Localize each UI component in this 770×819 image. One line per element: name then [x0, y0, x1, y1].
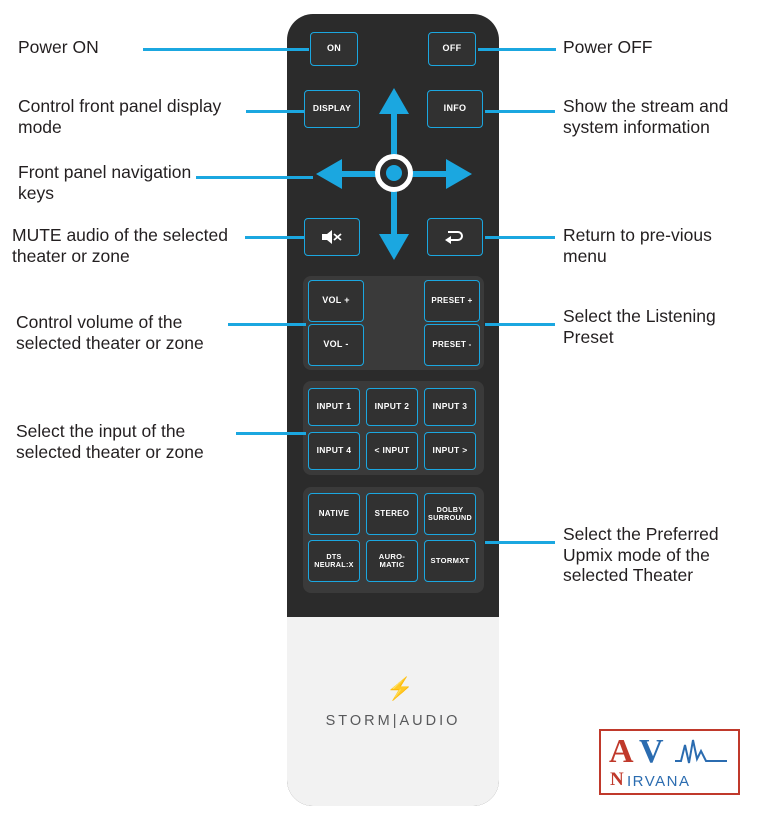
- upmix-dts-neuralx-button[interactable]: DTS NEURAL:X: [308, 540, 360, 582]
- power-on-button[interactable]: ON: [310, 32, 358, 66]
- volume-down-button[interactable]: VOL -: [308, 324, 364, 366]
- input-2-button[interactable]: INPUT 2: [366, 388, 418, 426]
- avnirvana-a: A: [609, 733, 634, 770]
- back-button[interactable]: [427, 218, 483, 256]
- navigation-dpad[interactable]: [355, 88, 433, 260]
- input-4-button[interactable]: INPUT 4: [308, 432, 360, 470]
- leader-line-nav: [196, 176, 313, 179]
- preset-down-button[interactable]: PRESET -: [424, 324, 480, 366]
- callout-preset: Select the Listening Preset: [563, 306, 716, 347]
- arrow-right-icon[interactable]: [446, 159, 472, 189]
- leader-line-power-on: [143, 48, 309, 51]
- arrow-left-icon[interactable]: [316, 159, 342, 189]
- input-1-button[interactable]: INPUT 1: [308, 388, 360, 426]
- volume-up-button[interactable]: VOL +: [308, 280, 364, 322]
- upmix-dolby-surround-button[interactable]: DOLBY SURROUND: [424, 493, 476, 535]
- upmix-stormxt-button[interactable]: STORMXT: [424, 540, 476, 582]
- leader-line-volume: [228, 323, 306, 326]
- mute-button[interactable]: [304, 218, 360, 256]
- callout-back: Return to pre-vious menu: [563, 225, 712, 266]
- callout-display-mode: Control front panel display mode: [18, 96, 222, 137]
- power-off-button[interactable]: OFF: [428, 32, 476, 66]
- leader-line-info: [485, 110, 555, 113]
- leader-line-preset: [485, 323, 555, 326]
- leader-line-power-off: [478, 48, 556, 51]
- callout-info: Show the stream and system information: [563, 96, 729, 137]
- leader-line-back: [485, 236, 555, 239]
- callout-nav-keys: Front panel navigation keys: [18, 162, 192, 203]
- return-arrow-icon: [444, 228, 466, 246]
- input-3-button[interactable]: INPUT 3: [424, 388, 476, 426]
- preset-up-button[interactable]: PRESET +: [424, 280, 480, 322]
- info-button[interactable]: INFO: [427, 90, 483, 128]
- mute-speaker-icon: [321, 229, 343, 245]
- brand-wordmark: STORM|AUDIO: [325, 713, 461, 729]
- upmix-stereo-button[interactable]: STEREO: [366, 493, 418, 535]
- display-button[interactable]: DISPLAY: [304, 90, 360, 128]
- callout-volume: Control volume of the selected theater or zone: [16, 312, 204, 353]
- callout-input: Select the input of the selected theater or zone: [16, 421, 204, 462]
- callout-upmix: Select the Preferred Upmix mode of the selected Theater: [563, 524, 719, 586]
- input-next-button[interactable]: INPUT >: [424, 432, 476, 470]
- avnirvana-n: N: [610, 769, 624, 790]
- leader-line-display: [246, 110, 304, 113]
- leader-line-upmix: [485, 541, 555, 544]
- callout-power-on: Power ON: [18, 37, 99, 57]
- avnirvana-logo: [599, 729, 740, 795]
- upmix-native-button[interactable]: NATIVE: [308, 493, 360, 535]
- leader-line-input: [236, 432, 306, 435]
- input-previous-button[interactable]: < INPUT: [366, 432, 418, 470]
- lightning-bolt-icon: ⚡: [386, 676, 414, 701]
- waveform-icon: [675, 737, 733, 767]
- upmix-auromatic-button[interactable]: AURO-MATIC: [366, 540, 418, 582]
- avnirvana-v: V: [639, 733, 664, 770]
- avnirvana-wordmark: IRVANA: [627, 773, 691, 790]
- dpad-ok-center-icon: [386, 165, 402, 181]
- callout-power-off: Power OFF: [563, 37, 653, 57]
- remote-bottom-panel: [287, 617, 499, 806]
- arrow-down-icon[interactable]: [379, 234, 409, 260]
- leader-line-mute: [245, 236, 305, 239]
- arrow-up-icon[interactable]: [379, 88, 409, 114]
- callout-mute: MUTE audio of the selected theater or zone: [12, 225, 228, 266]
